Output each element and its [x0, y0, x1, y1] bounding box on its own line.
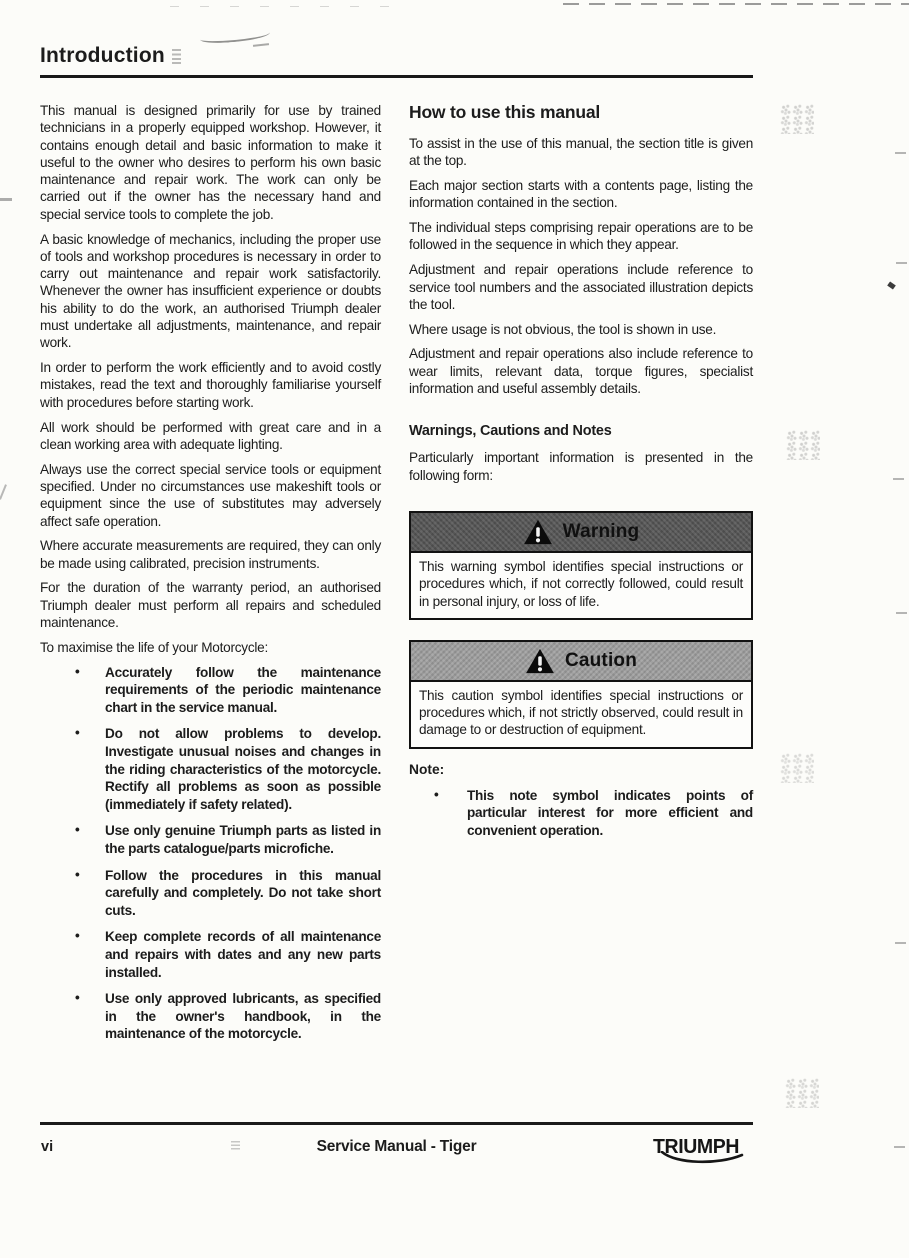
- scan-artifact: [786, 430, 820, 460]
- paragraph: A basic knowledge of mechanics, including the proper use of tools and workshop procedures is necessary in order to carry out maintenance and repair work satisfactorily. Whenever the owner has insufficient experience or doubts his ability to do the work, an authorised Triumph dealer must undertake all adjustments, maintenance, and repair work.: [40, 231, 381, 351]
- warning-box-header: [411, 513, 751, 553]
- warning-triangle-icon: [523, 519, 553, 545]
- list-item-text: Use only genuine Triumph parts as listed in the parts catalogue/parts microfiche.: [105, 823, 381, 856]
- bullet-icon: •: [75, 725, 80, 741]
- scan-artifact: [895, 942, 906, 944]
- bullet-icon: •: [75, 928, 80, 944]
- scan-artifact: [0, 484, 7, 500]
- page-number: vi: [41, 1138, 54, 1155]
- list-item: [40, 990, 381, 1043]
- paragraph: All work should be performed with great care and in a clean working area with adequate lighting.: [40, 419, 381, 452]
- warning-box: [409, 511, 753, 620]
- scan-artifact: [170, 6, 400, 7]
- paragraph: In order to perform the work efficiently and to avoid costly mistakes, read the text and thoroughly familiarise yourself with procedures before starting work.: [40, 360, 381, 410]
- paragraph: Where usage is not obvious, the tool is shown in use.: [409, 321, 717, 337]
- sub-heading: Warnings, Cautions and Notes: [409, 423, 612, 440]
- two-column-layout: [40, 102, 753, 1052]
- caution-title: Caution: [564, 649, 638, 671]
- paragraph: Particularly important information is presented in the following form:: [409, 450, 753, 483]
- triumph-logo-swoosh-icon: [656, 1151, 746, 1165]
- page-title: [40, 44, 753, 68]
- footer-divider: [40, 1122, 753, 1125]
- scan-artifact: [780, 104, 814, 134]
- right-column: [409, 102, 753, 1052]
- list-item-text: Accurately follow the maintenance requirements of the periodic maintenance chart in the service manual.: [105, 664, 381, 715]
- bullet-icon: •: [75, 990, 80, 1006]
- page-footer: [40, 1122, 753, 1182]
- bullet-icon: •: [75, 866, 80, 882]
- scan-artifact: [0, 198, 12, 201]
- paragraph: For the duration of the warranty period, an authorised Triumph dealer must perform all repairs and scheduled maintenance.: [40, 580, 381, 631]
- page-title-text: Introduction: [40, 44, 165, 67]
- warning-triangle-icon: [525, 648, 555, 674]
- paragraph: To maximise the life of your Motorcycle:: [40, 639, 268, 655]
- paragraph: This manual is designed primarily for use by trained technicians in a properly equipped workshop. However, it contains enough detail and basic information to make it useful to the owner who desires to perform his own basic maintenance and repair work. The work can only be carried out if the owner has the necessary hand and special service tools to complete the job.: [40, 103, 381, 222]
- list-item-text: This note symbol indicates points of particular interest for more efficient and convenient operation.: [467, 787, 753, 838]
- scan-artifact: [895, 152, 906, 154]
- paragraph: Adjustment and repair operations include reference to service tool numbers and the associated illustration depicts the tool.: [409, 262, 753, 312]
- left-column: [40, 102, 381, 1052]
- triumph-logo-text: TRIUMPH: [653, 1135, 740, 1158]
- triumph-logo: [653, 1136, 749, 1170]
- paragraph: Adjustment and repair operations also include reference to wear limits, relevant data, torque figures, specialist information and useful assembly details.: [409, 346, 753, 397]
- footer-row: [40, 1136, 753, 1182]
- paragraph: Always use the correct special service tools or equipment specified. Under no circumstances use makeshift tools or equipment since the use of substitutes may adversely affect safe operation.: [40, 461, 381, 529]
- scan-artifact: [893, 478, 904, 480]
- page-content: [40, 44, 753, 1052]
- paragraph: Where accurate measurements are required, they can only be made using calibrated, precision instruments.: [40, 538, 381, 571]
- scan-artifact: [887, 281, 896, 289]
- bullet-icon: •: [434, 786, 439, 802]
- paragraph: Each major section starts with a contents page, listing the information contained in the section.: [409, 178, 753, 211]
- title-divider: [40, 75, 753, 78]
- caution-box-header: [411, 642, 751, 682]
- bullet-icon: •: [75, 663, 80, 679]
- list-item: [40, 822, 381, 857]
- list-item: [40, 664, 381, 717]
- paragraph: To assist in the use of this manual, the section title is given at the top.: [409, 136, 753, 169]
- scan-artifact: [896, 612, 907, 614]
- scan-artifact: [894, 1146, 905, 1148]
- section-heading: How to use this manual: [409, 102, 601, 122]
- scan-smudge-icon: [172, 49, 181, 66]
- warning-title: Warning: [562, 520, 640, 542]
- list-item: [40, 725, 381, 813]
- bullet-icon: •: [75, 822, 80, 838]
- scan-artifact: [200, 28, 271, 45]
- list-item: [40, 928, 381, 981]
- list-item-text: Keep complete records of all maintenance and repairs with dates and any new parts installed.: [105, 929, 381, 980]
- list-item: [409, 787, 753, 840]
- note-bullet-list: [409, 787, 753, 840]
- scan-artifact: [563, 3, 909, 5]
- scan-artifact: [896, 262, 907, 264]
- caution-box: [409, 640, 753, 749]
- list-item-text: Use only approved lubricants, as specified in the owner's handbook, in the maintenance of the motorcycle.: [105, 991, 381, 1042]
- list-item-text: Do not allow problems to develop. Investigate unusual noises and changes in the riding characteristics of the motorcycle. Rectify all problems as soon as possible (immediately if safety related).: [105, 726, 381, 812]
- caution-body: This caution symbol identifies special instructions or procedures which, if not strictly observed, could result in damage to or destruction of equipment.: [419, 687, 743, 738]
- scan-artifact: [780, 753, 814, 783]
- maintenance-bullet-list: [40, 664, 381, 1043]
- paragraph: The individual steps comprising repair operations are to be followed in the sequence in which they appear.: [409, 220, 753, 253]
- list-item: [40, 867, 381, 920]
- list-item-text: Follow the procedures in this manual carefully and completely. Do not take short cuts.: [105, 867, 381, 918]
- scan-artifact: [785, 1078, 819, 1108]
- note-label: Note:: [409, 761, 445, 777]
- warning-body: This warning symbol identifies special instructions or procedures which, if not correctly followed, could result in personal injury, or loss of life.: [419, 558, 743, 609]
- footer-title: Service Manual - Tiger: [316, 1137, 477, 1155]
